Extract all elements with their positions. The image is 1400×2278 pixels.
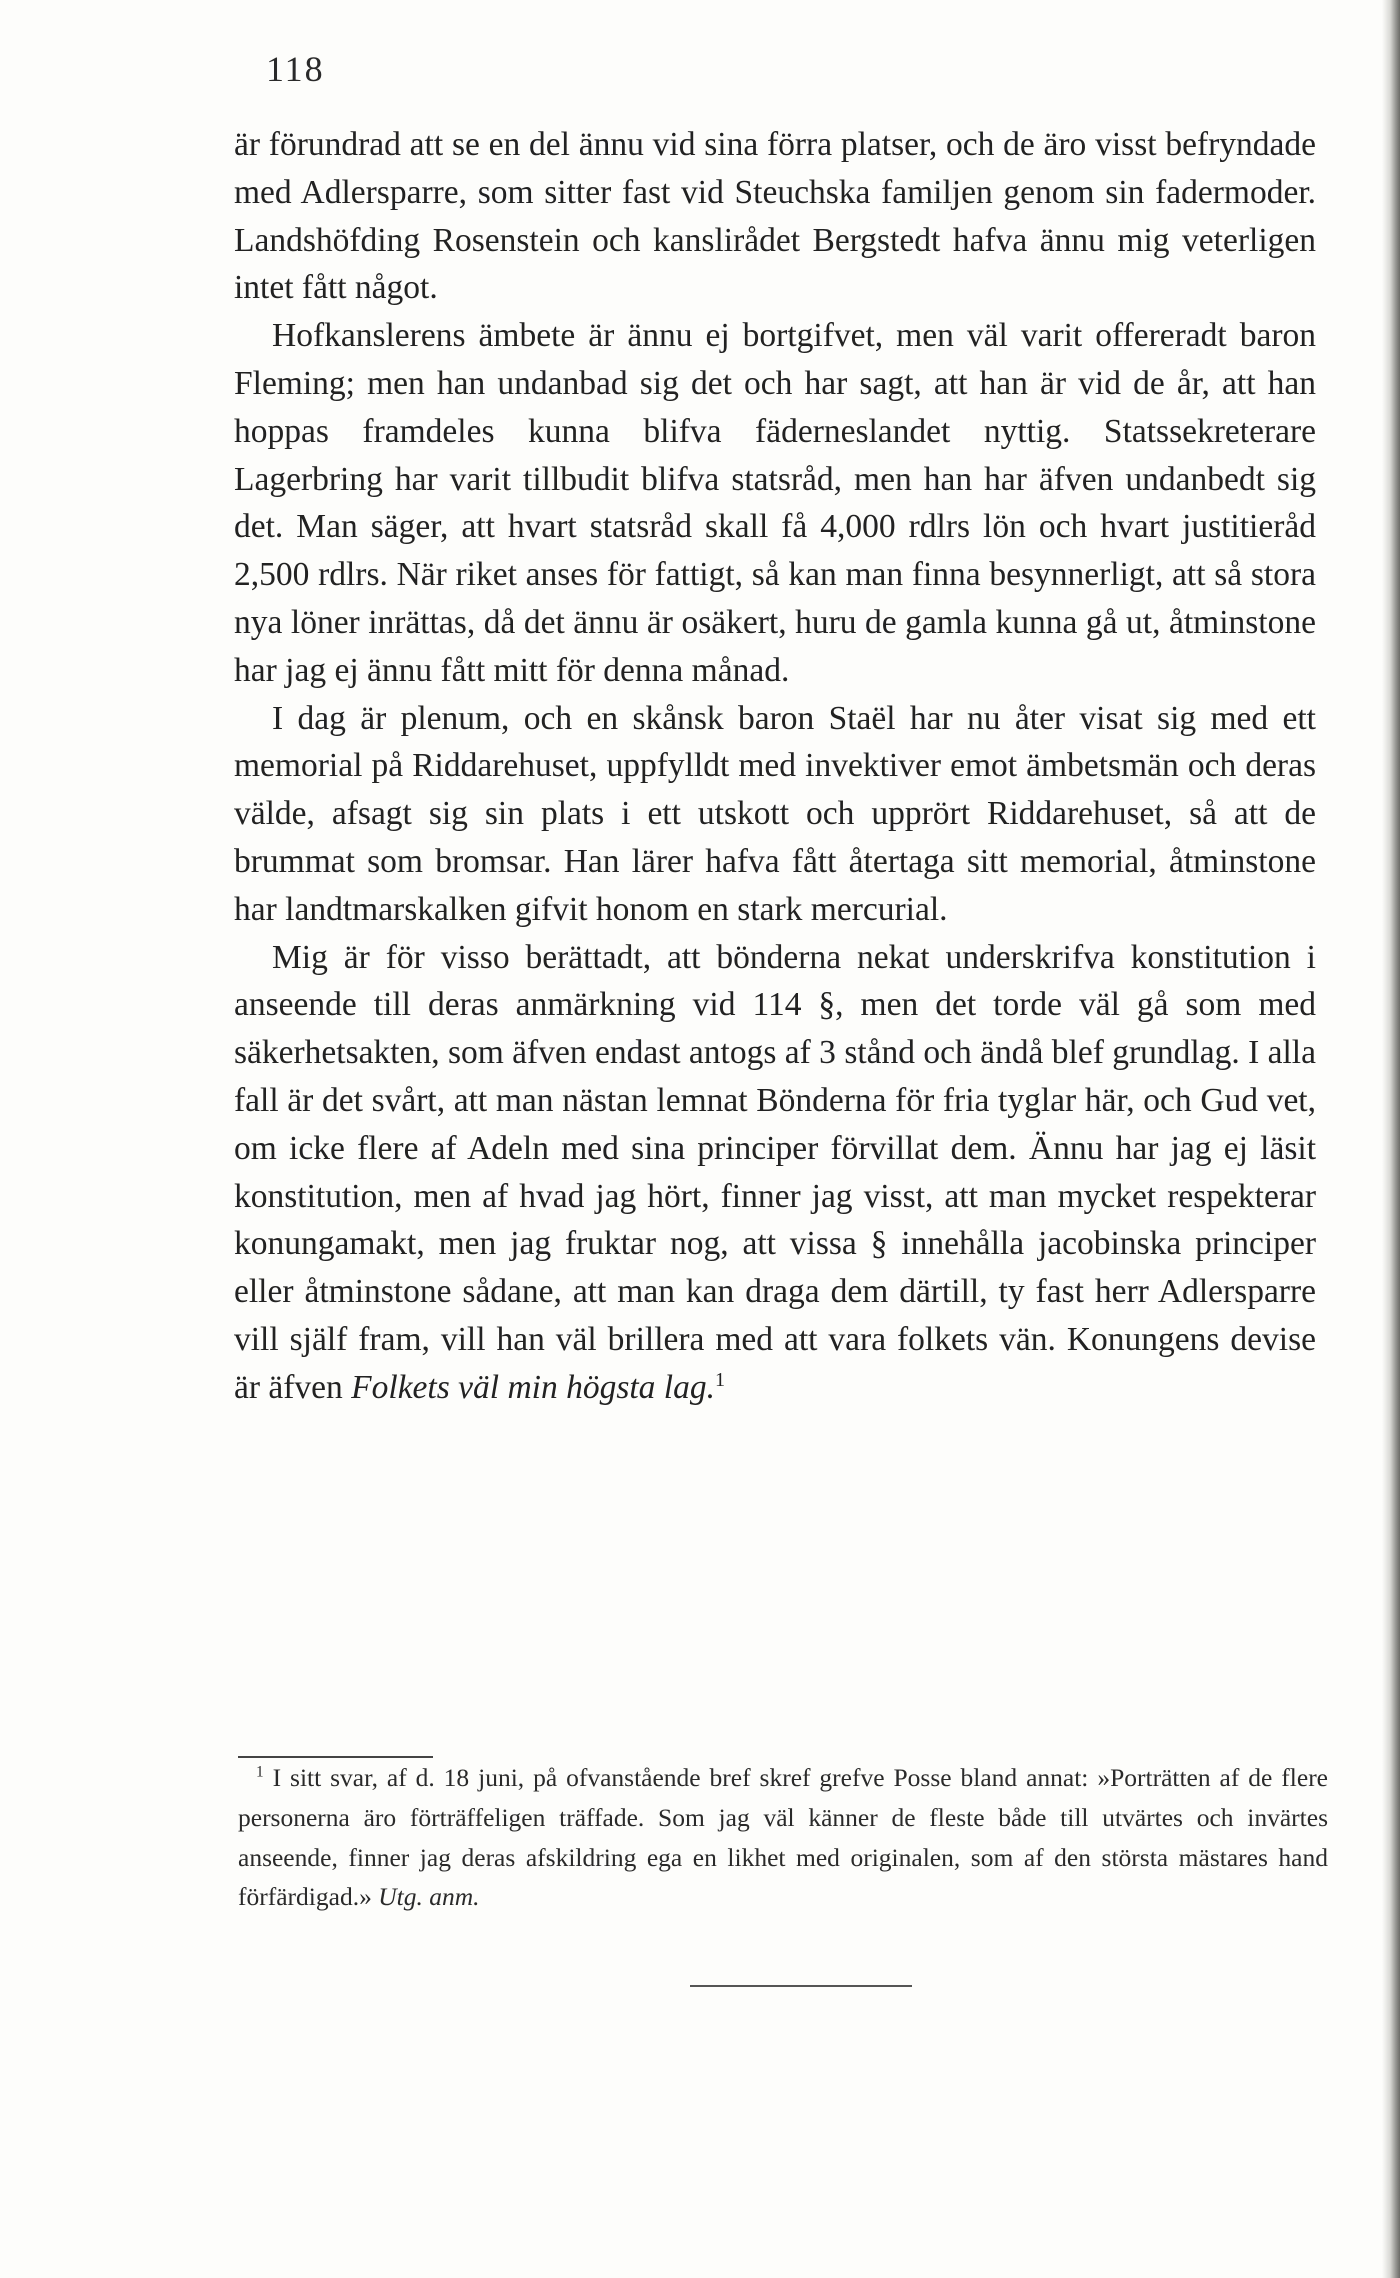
footnote-text: I sitt svar, af d. 18 juni, på ofvanstående bref skref grefve Posse bland annat: »Porträtten af de flere personerna äro förträffeligen träffade. Som jag väl känner de fleste både till utvärtes och invärtes anseende, finner jag deras afskildring ega en likhet med originalen, som af den största mästares hand förfärdigad.» [238, 1763, 1329, 1912]
body-text [234, 121, 1316, 1412]
paragraph-2: Hofkanslerens ämbete är ännu ej bortgifvet, men väl varit offereradt baron Fleming; men han undanbad sig det och har sagt, att han är vid de år, att han hoppas framdeles kunna blifva fäderneslandet nyttig. Statssekreterare Lagerbring har varit tillbudit blifva statsråd, men han har äfven undanbedt sig det. Man säger, att hvart statsråd skall få 4,000 rdlrs lön och hvart justitieråd 2,500 rdlrs. När riket anses för fattigt, så kan man finna besynnerligt, att så stora nya löner inrättas, då det ännu är osäkert, huru de gamla kunna gå ut, åtminstone har jag ej ännu fått mitt för denna månad. [234, 317, 1316, 689]
closing-motto: Folkets väl min högsta lag. [351, 1368, 715, 1406]
paragraph-3: I dag är plenum, och en skånsk baron Staël har nu åter visat sig med ett memorial på Riddarehuset, uppfylldt med invektiver emot ämbetsmän och deras välde, afsagt sig sin plats i ett utskott och upprört Riddarehuset, så att de brummat som bromsar. Han lärer hafva fått återtaga sitt memorial, åtminstone har landtmarskalken gifvit honom en stark mercurial. [234, 699, 1316, 928]
paragraph-4-text: Mig är för visso berättadt, att bönderna nekat underskrifva konstitution i anseende till deras anmärkning vid 114 §, men det torde väl gå som med säkerhetsakten, som äfven endast antogs af 3 stånd och ändå blef grundlag. I alla fall är det svårt, att man nästan lemnat Bönderna för fria tyglar här, och Gud vet, om icke flere af Adeln med sina principer förvillat dem. Ännu har jag ej läsit konstitution, men af hvad jag hört, finner jag visst, att man mycket respekterar konungamakt, men jag fruktar nog, att vissa § innehålla jacobinska principer eller åtminstone sådane, att man kan draga dem därtill, ty fast herr Adlersparre vill själf fram, vill han väl brillera med att vara folkets vän. Konungens devise är äfven [234, 938, 1316, 1406]
page-edge-shadow [1382, 0, 1400, 2278]
footnote [238, 1758, 1328, 1917]
footnote-marker: 1 [256, 1763, 264, 1781]
bottom-divider [690, 1985, 912, 1987]
page-number: 118 [266, 49, 325, 89]
paragraph-4 [234, 934, 1316, 1412]
footnote-editor-note: Utg. anm. [378, 1882, 480, 1912]
footnote-reference: 1 [714, 1368, 726, 1391]
paragraph-1: är förundrad att se en del ännu vid sina förra platser, och de äro visst befryndade med Adlersparre, som sitter fast vid Steuchska familjen genom sin fadermoder. Landshöfding Rosenstein och kanslirådet Bergstedt hafva ännu mig veterligen intet fått något. [234, 126, 1316, 307]
footnote-paragraph [238, 1758, 1328, 1917]
